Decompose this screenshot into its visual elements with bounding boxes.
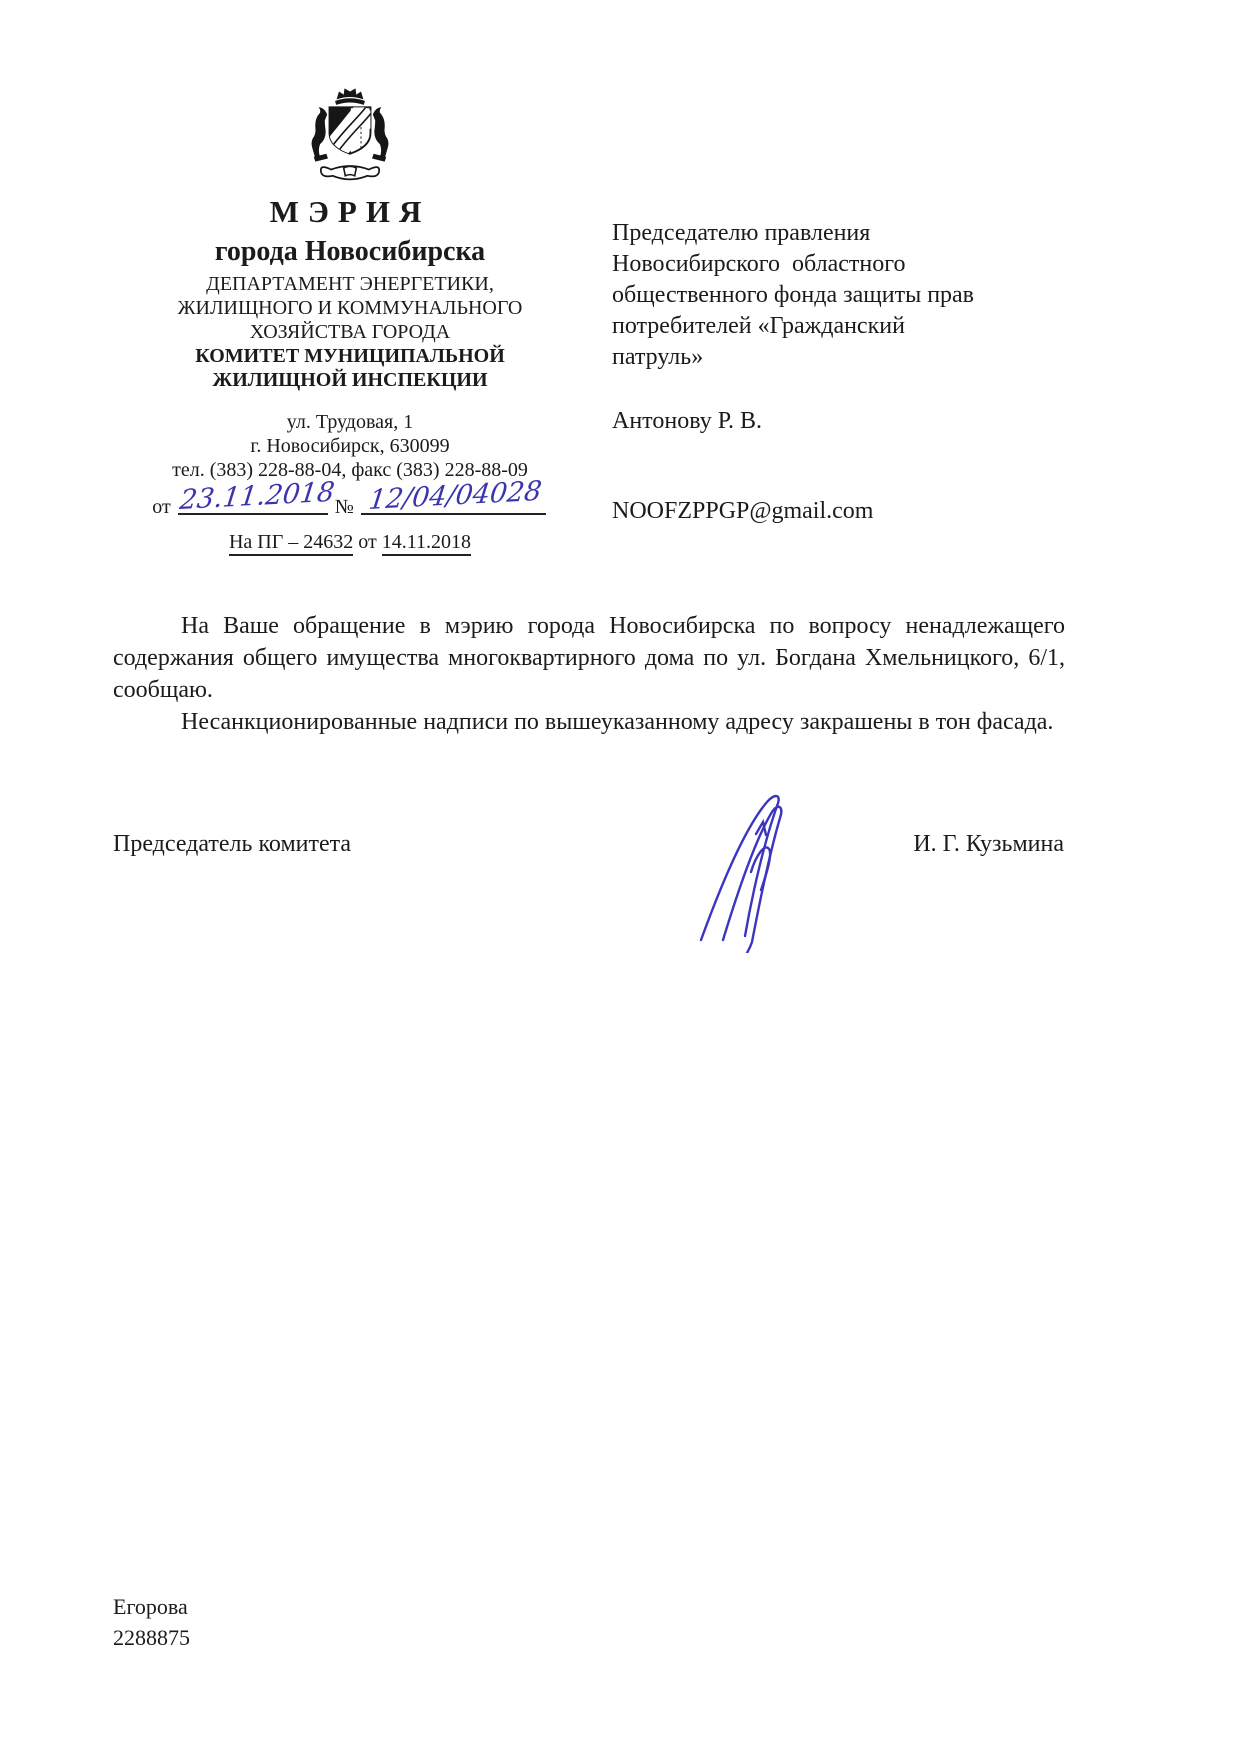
recipient-line: потребителей «Гражданский (612, 313, 905, 339)
outgoing-date-number-line (110, 475, 590, 523)
recipient-line: Председателю правления (612, 220, 871, 246)
number-prefix-label: № (334, 496, 354, 518)
signer-position-title: Председатель комитета (113, 831, 352, 857)
reference-middle-label: от (358, 531, 377, 553)
recipient-block (612, 218, 1052, 527)
body-paragraph: Несанкционированные надписи по вышеуказанному адресу закрашены в тон фасада. (181, 709, 1054, 735)
date-blank-underline (177, 476, 336, 516)
date-prefix-label: от (152, 496, 171, 518)
committee-line: ЖИЛИЩНОЙ ИНСПЕКЦИИ (212, 369, 488, 391)
org-title: МЭРИЯ (269, 194, 431, 229)
emblem-sable-left (312, 107, 328, 161)
department-block (110, 272, 590, 392)
executor-block (113, 1591, 190, 1653)
reference-number: На ПГ – 24632 (229, 531, 353, 556)
signer-name: И. Г. Кузьмина (913, 831, 1064, 857)
emblem-sable-right (372, 107, 388, 161)
department-line: ЖИЛИЩНОГО И КОММУНАЛЬНОГО (177, 297, 523, 319)
letter-body (113, 610, 1065, 738)
address-city: г. Новосибирск, 630099 (250, 435, 450, 457)
reference-line (110, 531, 590, 554)
number-blank-underline (361, 475, 546, 516)
committee-line: КОМИТЕТ МУНИЦИПАЛЬНОЙ (195, 345, 505, 367)
recipient-email: NOOFZPPGP@gmail.com (612, 498, 874, 524)
body-paragraph: На Ваше обращение в мэрию города Новосибирска по вопросу ненадлежащего содержания общего имущества многоквартирного дома по ул. Богдана Хмельницкого, 6/1, сообщаю. (113, 613, 1065, 703)
executor-phone: 2288875 (113, 1625, 190, 1650)
emblem-crown (335, 88, 365, 105)
letterhead (110, 86, 590, 554)
address-phone-fax: тел. (383) 228-88-04, факс (383) 228-88-09 (172, 459, 528, 481)
department-line: ДЕПАРТАМЕНТ ЭНЕРГЕТИКИ, (206, 273, 494, 295)
address-street: ул. Трудовая, 1 (286, 411, 414, 433)
outgoing-date-handwritten: 23.11.2018 (177, 476, 336, 516)
org-subtitle: города Новосибирска (214, 236, 486, 267)
recipient-line: патруль» (612, 344, 704, 370)
department-line: ХОЗЯЙСТВА ГОРОДА (249, 321, 451, 343)
recipient-line: Новосибирского областного (612, 251, 906, 277)
executor-name: Егорова (113, 1594, 188, 1619)
emblem-ribbon (321, 166, 379, 179)
recipient-name: Антонову Р. В. (612, 408, 763, 434)
address-block (110, 410, 590, 482)
handwritten-signature-icon (693, 788, 818, 953)
reference-date: 14.11.2018 (382, 531, 471, 556)
recipient-line: общественного фонда защиты прав (612, 282, 975, 308)
novosibirsk-emblem-icon (110, 86, 590, 190)
outgoing-number-handwritten: 12/04/04028 (366, 475, 544, 516)
